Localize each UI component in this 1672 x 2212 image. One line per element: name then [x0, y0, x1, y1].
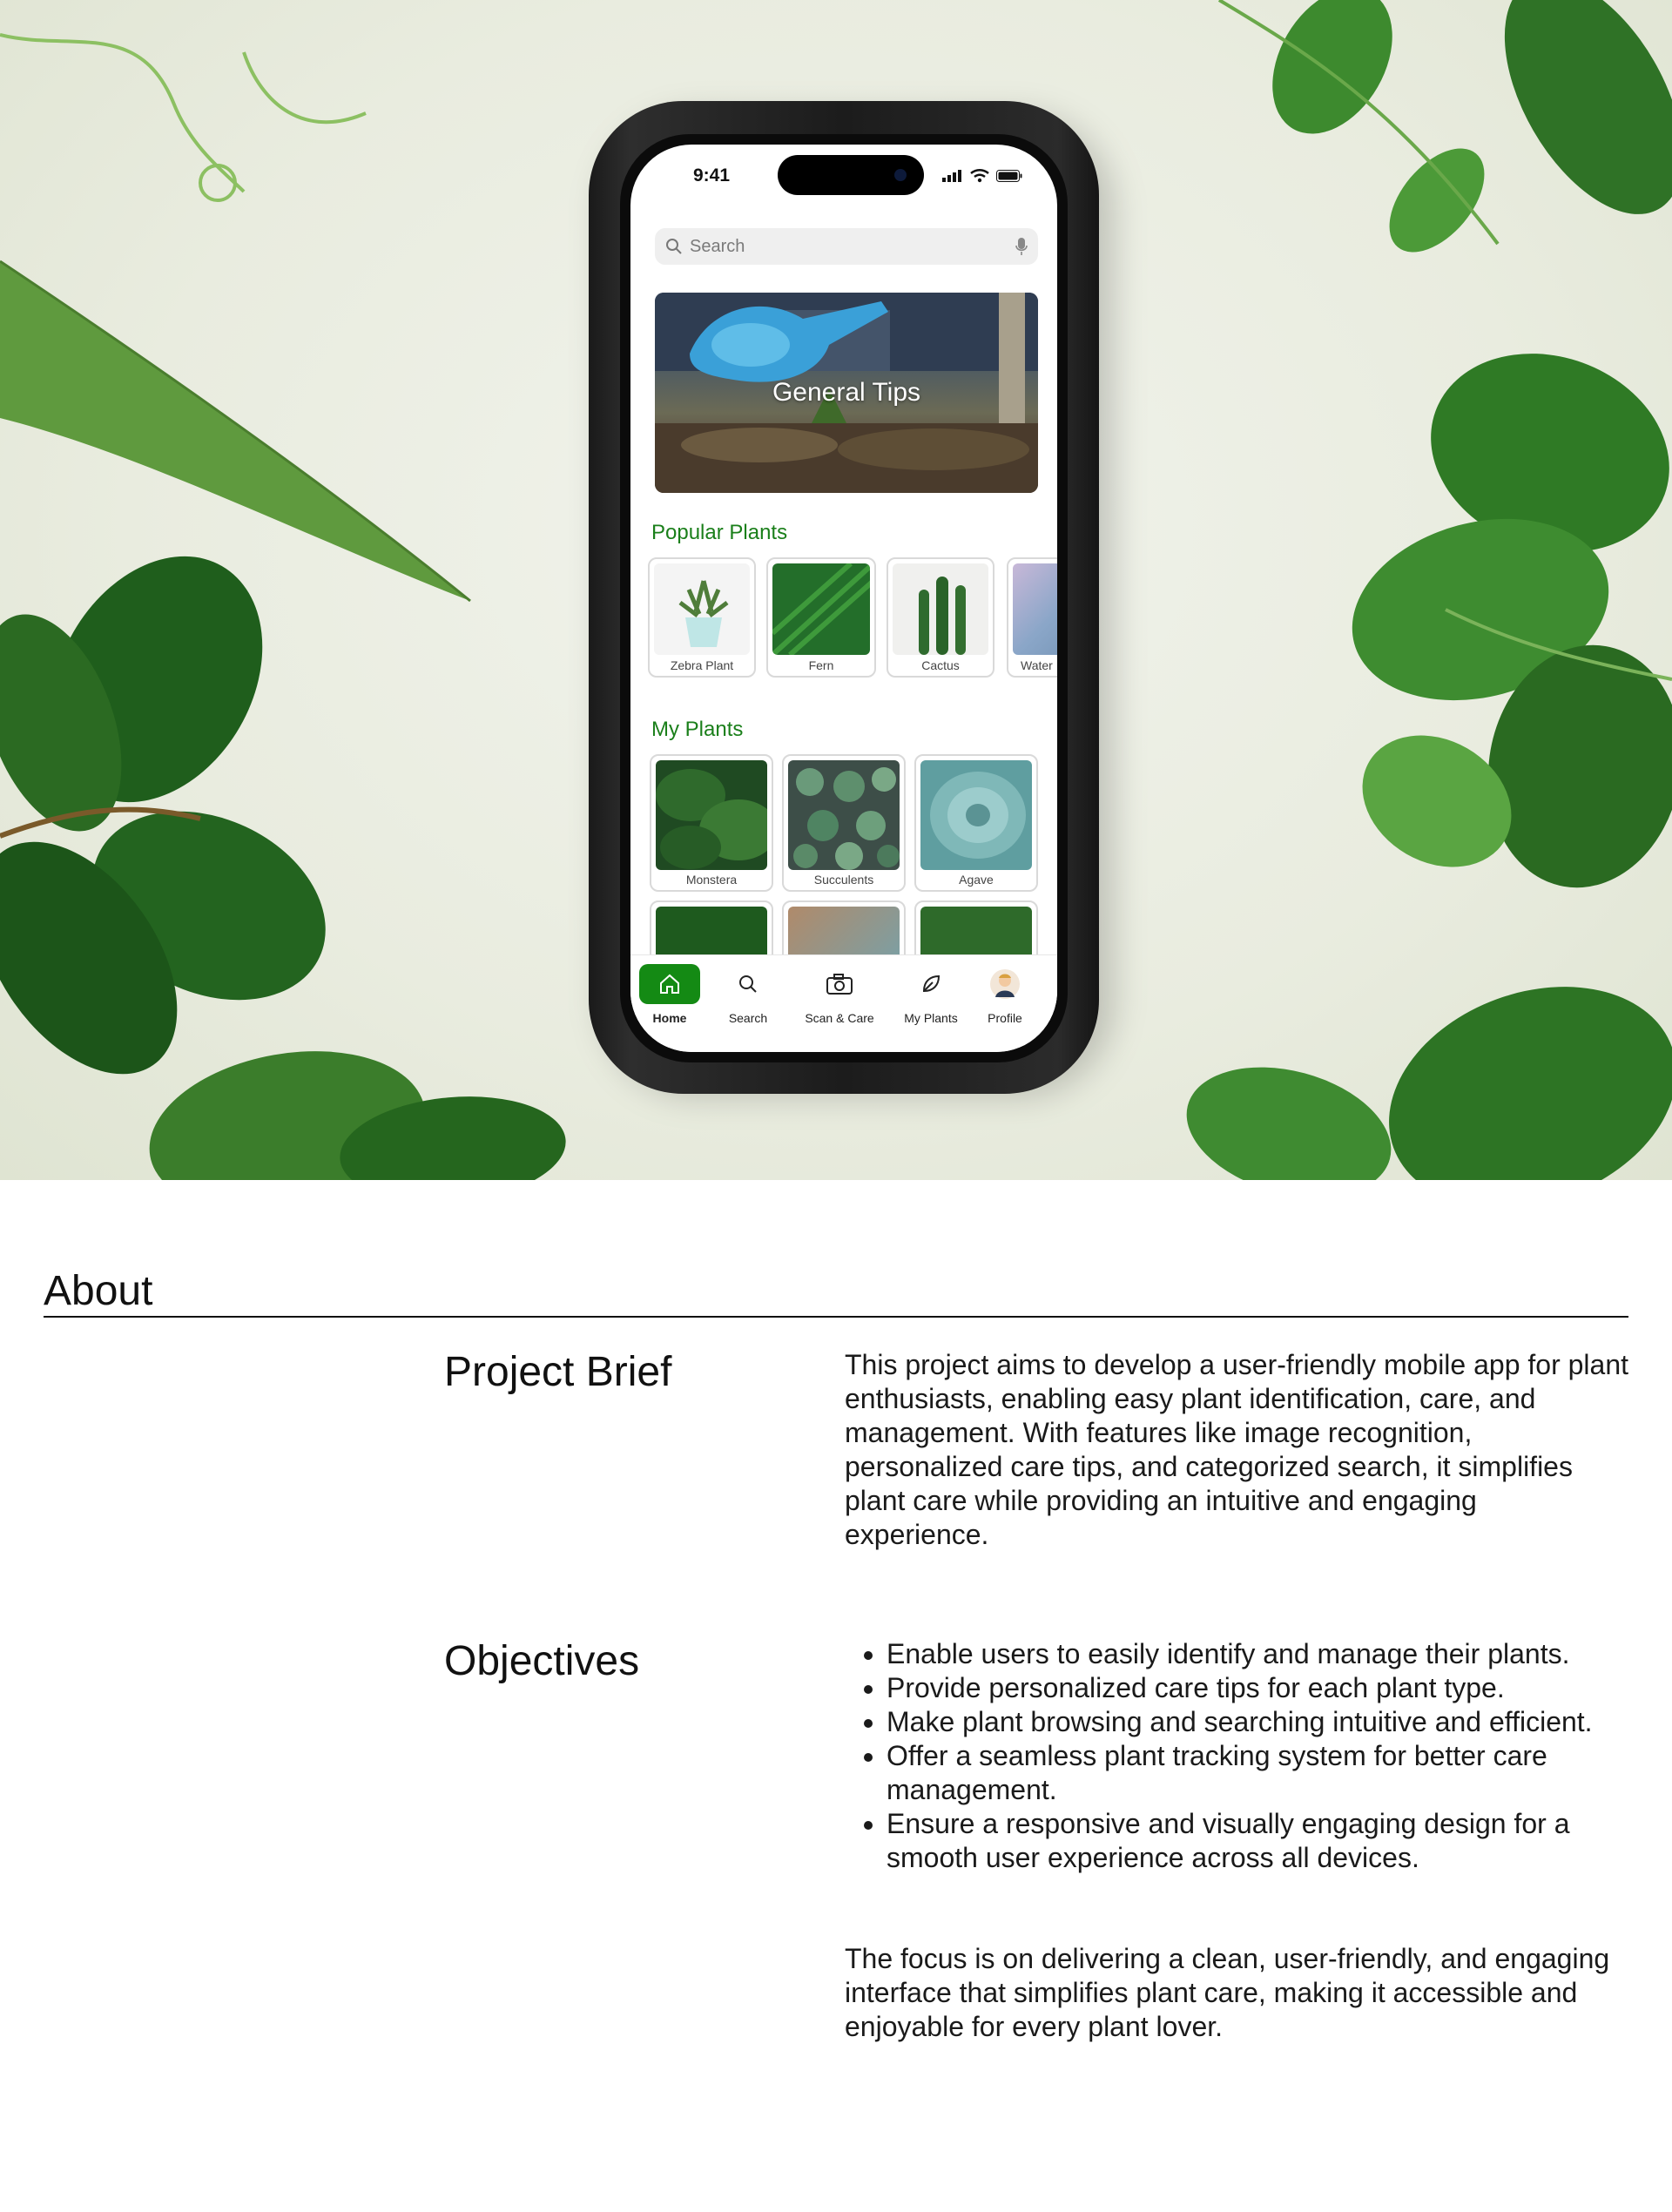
- about-title: About: [44, 1268, 153, 1314]
- search-bar[interactable]: [655, 228, 1038, 265]
- plant-image: [654, 563, 750, 655]
- plant-image: [1013, 563, 1057, 655]
- tab-search[interactable]: [718, 964, 779, 1025]
- search-icon: [665, 238, 683, 255]
- objectives-label: Objectives: [444, 1638, 640, 1684]
- microphone-icon[interactable]: [1015, 237, 1028, 256]
- plant-label: Zebra Plant: [670, 658, 734, 672]
- phone-screen: [630, 145, 1057, 1052]
- my-plants-title: My Plants: [651, 718, 744, 741]
- camera-dot: [894, 169, 907, 181]
- plant-card-water[interactable]: [1007, 557, 1057, 678]
- plant-label: Cactus: [921, 658, 960, 672]
- search-input[interactable]: Search: [690, 236, 745, 256]
- leaf-icon: [920, 974, 941, 995]
- project-brief-label: Project Brief: [444, 1349, 672, 1395]
- banner-title: General Tips: [772, 378, 921, 407]
- tab-label: Home: [652, 1011, 687, 1025]
- objective-item: • Offer a seamless plant tracking system for better care management.: [887, 1739, 1628, 1807]
- objectives-list: [845, 1637, 1628, 1875]
- tab-scan-care[interactable]: [796, 964, 883, 1025]
- bottom-tab-bar: [630, 954, 1057, 1052]
- status-time: 9:41: [693, 165, 731, 185]
- avatar: [990, 969, 1020, 999]
- plant-card-cactus[interactable]: [887, 557, 994, 678]
- dynamic-island: [778, 155, 924, 195]
- plant-label: Fern: [808, 658, 834, 672]
- battery-icon: [996, 170, 1022, 182]
- tab-label: Scan & Care: [805, 1011, 874, 1025]
- plant-image: [920, 760, 1032, 870]
- camera-icon: [826, 973, 853, 995]
- plant-card-zebra[interactable]: [648, 557, 756, 678]
- plant-label: Water: [1021, 658, 1053, 672]
- plant-label: Succulents: [813, 873, 874, 887]
- plant-card-monstera[interactable]: [650, 754, 773, 892]
- closing-text: The focus is on delivering a clean, user-friendly, and engaging interface that simplifies plant care, making it accessible and enjoyable for every plant lover.: [845, 1943, 1610, 2042]
- plant-card-fern[interactable]: [766, 557, 876, 678]
- objective-item: • Provide personalized care tips for each plant type.: [887, 1671, 1628, 1705]
- home-icon: [658, 973, 681, 995]
- plant-label: Agave: [959, 873, 994, 887]
- plant-image: [893, 563, 988, 655]
- tab-label: My Plants: [904, 1011, 958, 1025]
- objective-item: • Enable users to easily identify and manage their plants.: [887, 1637, 1628, 1671]
- tab-my-plants[interactable]: [896, 964, 966, 1025]
- plant-image: [656, 760, 767, 870]
- general-tips-banner[interactable]: [655, 293, 1038, 493]
- plant-image: [772, 563, 870, 655]
- tab-profile[interactable]: [979, 964, 1031, 1025]
- tab-home[interactable]: [639, 964, 700, 1025]
- objective-item: • Ensure a responsive and visually engaging design for a smooth user experience across all devices.: [887, 1807, 1628, 1875]
- divider: [44, 1316, 1628, 1318]
- search-icon: [738, 974, 758, 995]
- wifi-icon: [970, 169, 989, 183]
- plant-label: Monstera: [685, 873, 738, 887]
- popular-plants-title: Popular Plants: [651, 521, 788, 544]
- plant-card-succulents[interactable]: [782, 754, 906, 892]
- status-icons: [942, 169, 1022, 183]
- home-tab-highlight: [639, 964, 700, 1004]
- project-brief-text: This project aims to develop a user-friendly mobile app for plant enthusiasts, enabling easy plant identification, care, and management. With features like image recognition, personalized care tips, and categorized search, it simplifies plant care while providing an intuitive and engaging experience.: [845, 1349, 1628, 1550]
- plant-card-agave[interactable]: [914, 754, 1038, 892]
- objective-item: • Make plant browsing and searching intuitive and efficient.: [887, 1705, 1628, 1739]
- tab-label: Search: [728, 1011, 768, 1025]
- plant-image: [788, 760, 900, 870]
- tab-label: Profile: [988, 1011, 1022, 1025]
- signal-icon: [942, 170, 963, 182]
